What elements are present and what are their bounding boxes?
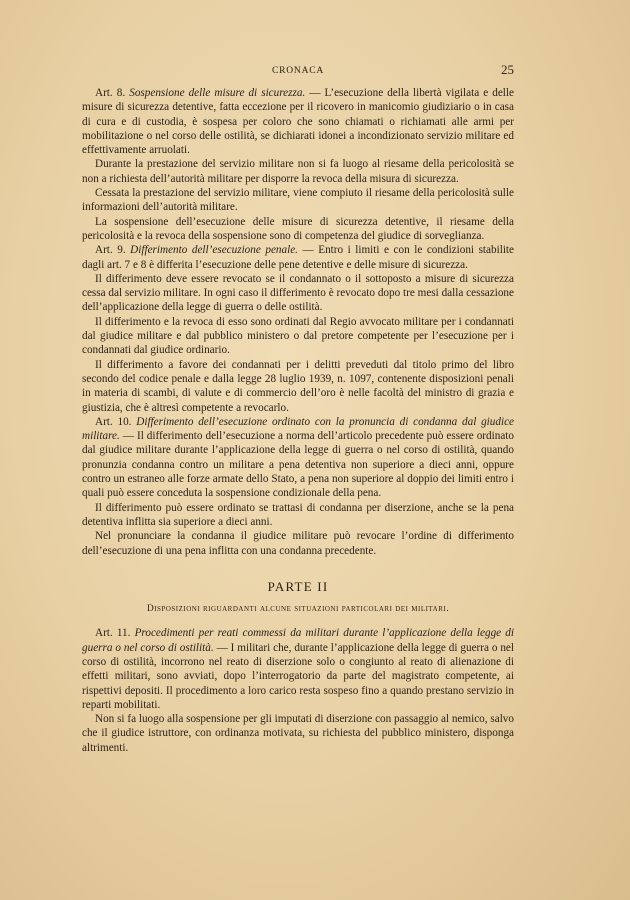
part-subtitle: Disposizioni riguardanti alcune situazioni particolari dei militari. xyxy=(146,604,450,615)
paragraph: Cessata la prestazione del servizio militare, viene compiuto il riesame della pericolosità sulle informazioni dell’autorità militare. xyxy=(82,187,514,214)
page-number: 25 xyxy=(501,62,514,77)
paragraph: Durante la prestazione del servizio militare non si fa luogo al riesame della pericolosità se non a richiesta dell’autorità militare per disporre la revoca della misura di sicurezza. xyxy=(82,158,514,185)
paragraph-text: — Il differimento dell’esecuzione a norma dell’articolo precedente può essere ordinato dal giudice militare durante l’applicazione della legge di guerra o nel corso di ostilità, quando pronunzia condanna contro un militare a pena detentiva non superiore a dieci anni, oppure contro un estraneo alle forze armate dello Stato, a pena non superiore al doppio dei limiti entro i quali può essere conceduta la sospensione condizionale della pena. xyxy=(82,430,514,500)
paragraph: Nel pronunciare la condanna il giudice militare può revocare l’ordine di differimento dell’esecuzione di una pena inflitta con una condanna precedente. xyxy=(82,530,514,557)
paragraph: La sospensione dell’esecuzione delle misure di sicurezza detentive, il riesame della pericolosità e la revoca della sospensione sono di competenza del giudice di sorveglianza. xyxy=(82,215,514,242)
page-header xyxy=(82,62,514,80)
article-label: Art. 9. xyxy=(95,244,126,257)
paragraph-text: — Entro i limiti e con le condizioni stabilite dagli art. 7 e 8 è differita l’esecuzione delle pene detentive e delle misure di sicurezza. xyxy=(82,244,514,271)
body-text xyxy=(82,86,514,755)
paragraph-art-10 xyxy=(82,415,514,501)
article-title: Sospensione delle misure di sicurezza. xyxy=(129,87,306,99)
paragraph: Il differimento può essere ordinato se trattasi di condanna per diserzione, anche se la pena detentiva inflitta sia superiore a dieci anni. xyxy=(82,501,514,528)
part-title: PARTE II xyxy=(267,578,329,594)
paragraph-text: — L’esecuzione della libertà vigilata e delle misure di sicurezza detentive, fatta eccezione per il ricovero in manicomio giudiziario o in casa di cura e di custodia, è sospesa per coloro che sono chiamati o richiamati alle armi per mobilitazione o nel corso delle ostilità, se dichiarati idonei a incondizionato servizio militare ed effettivamente arruolati. xyxy=(82,87,514,157)
article-title: Differimento dell’esecuzione ordinato con la pronuncia di condanna dal giudice militare. xyxy=(82,415,515,443)
running-title: CRONACA xyxy=(271,66,325,76)
paragraph: Non si fa luogo alla sospensione per gli imputati di diserzione con passaggio al nemico, salvo che il giudice istruttore, con ordinanza motivata, su richiesta del pubblico ministero, disponga altrimenti. xyxy=(82,713,514,754)
paragraph: Il differimento deve essere revocato se il condannato o il sottoposto a misure di sicurezza cessa dal servizio militare. In ogni caso il differimento è revocato dopo tre mesi dalla cessazione dell’applicazione della legge di guerra o delle ostilità. xyxy=(82,272,514,314)
article-title: Differimento dell’esecuzione penale. xyxy=(130,244,298,257)
paragraph-art-9 xyxy=(82,243,514,272)
article-label: Art. 11. xyxy=(95,627,131,640)
article-label: Art. 8. xyxy=(95,87,126,99)
paragraph: Il differimento a favore dei condannati per i delitti preveduti dal titolo primo del libro secondo del codice penale e dalla legge 28 luglio 1939, n. 1097, contenente disposizioni penali in materia di scambi, di valute e di commercio dell’oro è nelle facoltà del ministro di grazia e giustizia, che è altresì competente a revocarlo. xyxy=(82,358,514,414)
paragraph-art-8 xyxy=(82,86,514,157)
article-label: Art. 10. xyxy=(95,415,132,428)
article-title: Procedimenti per reati commessi da militari durante l’applicazione della legge di guerra o nel corso di ostilità. xyxy=(82,627,514,654)
paragraph-text: — I militari che, durante l’applicazione della legge di guerra o nel corso di ostilità, incorrono nel reato di diserzione solo o congiunto al reato di alienazione di effetti militari, sono avviati, dopo l’interrogatorio da parte del magistrato competente, ai rispettivi depositi. Il procedimento a loro carico resta sospeso fino a quando prestano servizio in reparti mobilitati. xyxy=(82,641,515,711)
paragraph-art-11 xyxy=(82,626,514,712)
paragraph: Il differimento e la revoca di esso sono ordinati dal Regio avvocato militare per i condannati dal giudice militare e dal pubblico ministero o dal pretore competente per l’esecuzione per i condannati dal giudice ordinario. xyxy=(82,315,514,357)
